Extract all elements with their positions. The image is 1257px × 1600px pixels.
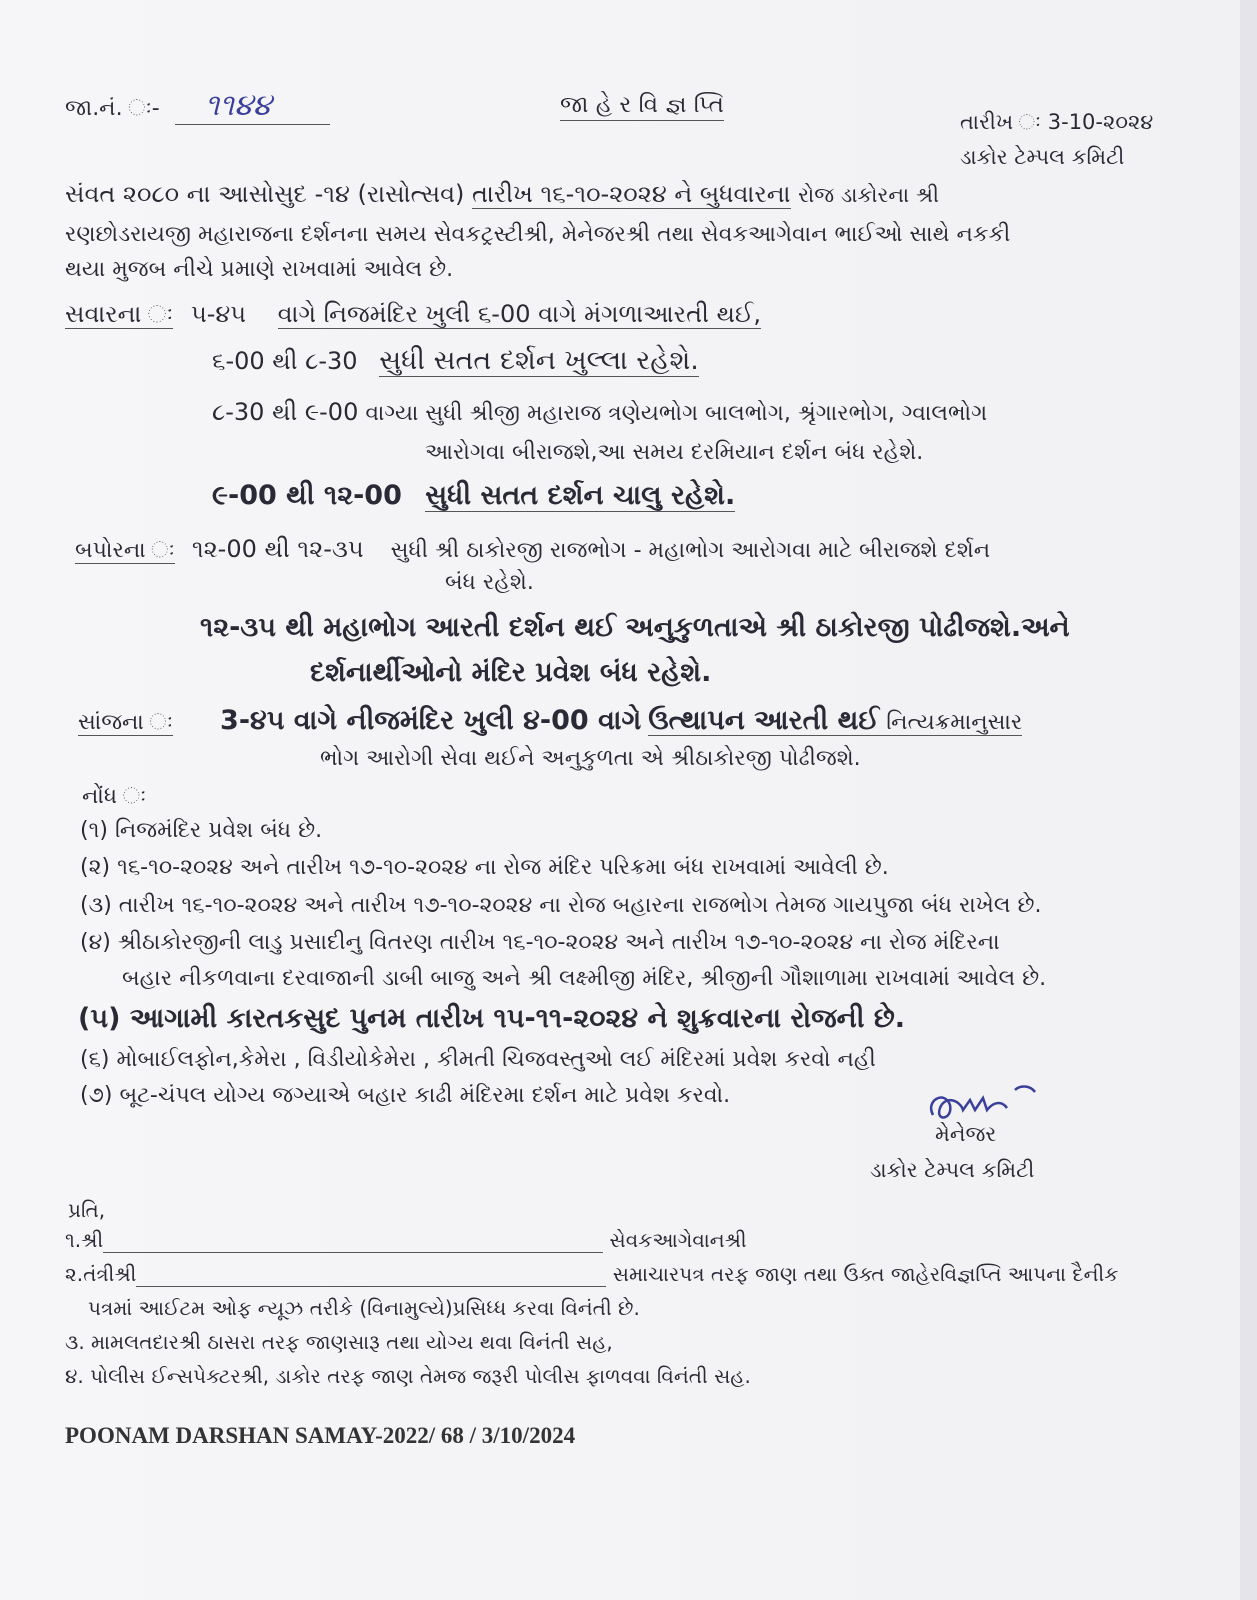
note-item: (૪) શ્રીઠાકોરજીની લાડુ પ્રસાદીનુ વિતરણ તારીખ ૧૬-૧૦-૨૦૨૪ અને તારીખ ૧૭-૧૦-૨૦૨૪ ના રોજ મંદિરના [80, 930, 1000, 955]
document-title: જા હે ર વિ જ્ઞ પ્તિ [560, 92, 724, 121]
morning-row-1: સવારના ઃ ૫-૪૫ વાગે નિજમંદિર ખુલી ૬-00 વાગે મંગળાઆરતી થઈ, [65, 300, 762, 328]
ref-number-row [65, 88, 330, 125]
afternoon-label: બપોરના ઃ [75, 538, 175, 563]
evening-label: સાંજના ઃ [78, 710, 174, 735]
distribution-to: પ્રતિ, [68, 1198, 106, 1222]
note-item-highlight: (૫) આગામી કારતકસુદ પુનમ તારીખ ૧૫-૧૧-૨૦૨૪ ને શુક્રવારના રોજની છે. [78, 1003, 905, 1034]
page-edge [1240, 0, 1257, 1600]
morning-row-3: ૮-30 થી ૯-00 વાગ્યા સુધી શ્રીજી મહારાજ ત્રણેયભોગ બાલભોગ, શ્રૃંગારભોગ, ગ્વાલભોગ [212, 398, 988, 426]
morning-label: સવારના ઃ [65, 300, 174, 328]
afternoon-row-2: ૧૨-૩૫ થી મહાભોગ આરતી દર્શન થઈ અનુકુળતાએ શ્રી ઠાકોરજી પોઢીજશે.અને [200, 612, 1070, 643]
afternoon-row-1b: બંધ રહેશે. [445, 570, 534, 595]
header-org: ડાકોર ટેમ્પલ કમિટી [960, 145, 1125, 169]
recipient-2: ૨.તંત્રીશ્રી સમાચારપત્ર તરફ જાણ તથા ઉક્ત જાહેરવિજ્ઞપ્તિ આપના દૈનીક [65, 1262, 1119, 1286]
evening-row-1: સાંજના ઃ 3-૪૫ વાગે નીજમંદિર ખુલી ૪-00 વાગે ઉત્થાપન આરતી થઈ નિત્યક્રમાનુસાર [78, 705, 1023, 736]
signatory-title: મેનેજર [935, 1122, 997, 1146]
evening-row-2: ભોગ આરોગી સેવા થઈને અનુકુળતા એ શ્રીઠાકોરજી પોઢીજશે. [320, 746, 861, 771]
ref-number-handwritten: ૧૧૪૪ [204, 88, 272, 123]
signatory-org: ડાકોર ટેમ્પલ કમિટી [870, 1158, 1035, 1182]
intro-line-1: સંવત ૨૦૮૦ ના આસોસુદ -૧૪ (રાસોત્સવ) તારીખ ૧૬-૧૦-૨૦૨૪ ને બુધવારના રોજ ડાકોરના શ્રી [65, 180, 939, 208]
ref-label: જા.નં. ઃ- [65, 96, 160, 121]
date: તારીખ ઃ 3-10-૨૦૨૪ [960, 110, 1154, 134]
intro-line-2: રણછોડરાયજી મહારાજના દર્શનના સમય સેવકટ્રસ્ટીશ્રી, મેનેજરશ્રી તથા સેવકઆગેવાન ભાઈઓ સાથે નકકી [65, 222, 1011, 247]
notes-label: નોંધ ઃ [82, 784, 147, 809]
afternoon-row-1: બપોરના ઃ ૧૨-00 થી ૧૨-૩૫ સુધી શ્રી ઠાકોરજી રાજભોગ - મહાભોગ આરોગવા માટે બીરાજશે દર્શન [75, 535, 991, 563]
note-item: (૭) બૂટ-ચંપલ યોગ્ય જગ્યાએ બહાર કાઢી મંદિરમા દર્શન માટે પ્રવેશ કરવો. [80, 1083, 731, 1108]
recipient-3: ૩. મામલતદારશ્રી ઠાસરા તરફ જાણસારૂ તથા યોગ્ય થવા વિનંતી સહ, [65, 1330, 613, 1354]
note-item-continued: બહાર નીકળવાના દરવાજાની ડાબી બાજુ અને શ્રી લક્ષ્મીજી મંદિર, શ્રીજીની ગૌશાળામા રાખવામાં આવેલ છે. [122, 966, 1047, 991]
intro-line-3: થયા મુજબ નીચે પ્રમાણે રાખવામાં આવેલ છે. [65, 257, 454, 282]
morning-row-2: ૬-00 થી ૮-30 સુધી સતત દર્શન ખુલ્લા રહેશે. [212, 345, 699, 376]
morning-row-3b: આરોગવા બીરાજશે,આ સમય દરમિયાન દર્શન બંધ રહેશે. [425, 440, 924, 465]
footer-reference: POONAM DARSHAN SAMAY-2022/ 68 / 3/10/2024 [65, 1423, 576, 1448]
note-item: (૨) ૧૬-૧૦-૨૦૨૪ અને તારીખ ૧૭-૧૦-૨૦૨૪ ના રોજ મંદિર પરિક્રમા બંધ રાખવામાં આવેલી છે. [80, 855, 889, 880]
recipient-2-continued: પત્રમાં આઈટમ ઓફ ન્યૂઝ તરીકે (વિનામુલ્યે)પ્રસિધ્ધ કરવા વિનંતી છે. [88, 1296, 640, 1320]
note-item: (૬) મોબાઈલફોન,કેમેરા , વિડીયોકેમેરા , કીમતી ચિજવસ્તુઓ લઈ મંદિરમાં પ્રવેશ કરવો નહી [80, 1047, 876, 1072]
note-item: (૧) નિજમંદિર પ્રવેશ બંધ છે. [80, 818, 323, 843]
recipient-1: ૧.શ્રી સેવકઆગેવાનશ્રી [65, 1228, 747, 1252]
morning-row-4: ૯-00 થી ૧૨-00 સુધી સતત દર્શન ચાલુ રહેશે. [212, 480, 736, 511]
note-item: (૩) તારીખ ૧૬-૧૦-૨૦૨૪ અને તારીખ ૧૭-૧૦-૨૦૨૪ ના રોજ બહારના રાજભોગ તેમજ ગાયપુજા બંધ રાખેલ છે. [80, 893, 1042, 918]
afternoon-row-2b: દર્શનાર્થીઓનો મંદિર પ્રવેશ બંધ રહેશે. [310, 657, 712, 688]
recipient-4: ૪. પોલીસ ઈન્સપેક્ટરશ્રી, ડાકોર તરફ જાણ તેમજ જરૂરી પોલીસ ફાળવવા વિનંતી સહ. [65, 1364, 751, 1388]
